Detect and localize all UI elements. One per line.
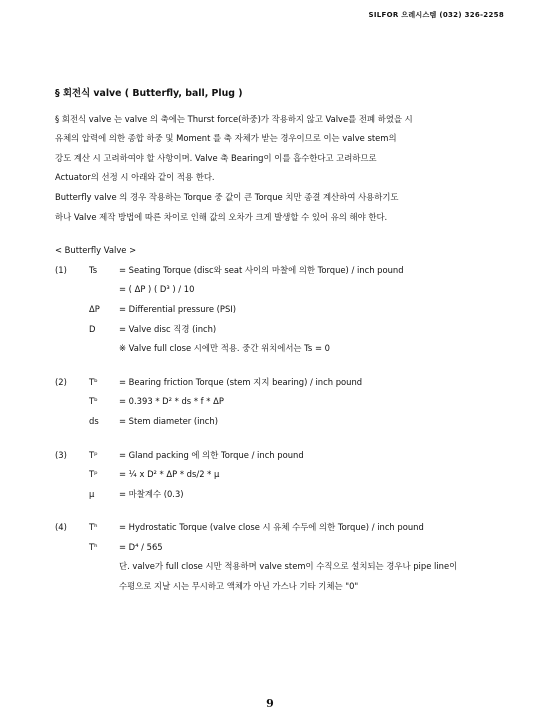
formula-row [55,412,515,432]
formula-row [55,518,515,538]
item-text: = Bearing friction Torque (stem 지지 bearing) / inch pound [119,376,363,387]
item-text: = Stem diameter (inch) [119,415,218,426]
intro-line: § 회전식 valve 는 valve 의 축에는 Thurst force(하중)가 작용하지 않고 Valve를 전폐 하였을 시 [55,113,413,124]
item-number [55,557,89,577]
intro-line: Actuator의 선정 시 아래와 같이 적용 한다. [55,172,215,183]
item-symbol [89,280,119,300]
formula-row [55,280,515,300]
item-text: = Seating Torque (disc와 seat 사이의 마찰에 의한 Torque) / inch pound [119,264,404,275]
item-number [55,412,89,432]
formula-row [55,339,515,359]
item-symbol [89,557,119,577]
item-symbol: Tᵇ [89,376,98,387]
item-text: = 0.393 * D² * ds * f * ΔP [119,396,224,407]
formula-row [55,392,515,412]
item-symbol: Ts [89,264,98,275]
spacer [55,227,515,241]
item-number [55,320,89,340]
item-symbol: Tᵖ [89,469,98,480]
item-number: (1) [55,264,67,275]
item-text: = Gland packing 에 의한 Torque / inch pound [119,449,304,460]
item-symbol: Tʰ [89,541,98,552]
item-number [55,538,89,558]
item-symbol [89,339,119,359]
formula-row [55,446,515,466]
item-text: = Valve disc 직경 (inch) [119,323,217,334]
item-number: (3) [55,449,67,460]
item-number [55,577,89,597]
item-text: = ( ΔP ) ( D³ ) / 10 [119,284,195,295]
formula-row [55,300,515,320]
formula-list [55,261,515,597]
formula-row [55,485,515,505]
formula-row [55,320,515,340]
page-number: 9 [266,697,274,710]
item-number [55,392,89,412]
spacer [55,359,515,373]
item-symbol: ds [89,415,99,426]
intro-paragraph [55,110,515,228]
section-title: § 회전식 valve ( Butterfly, ball, Plug ) [55,88,243,99]
page-header: SILFOR 으레시스템 (032) 326-2258 [368,11,504,19]
item-number: (4) [55,522,67,533]
item-number [55,339,89,359]
butterfly-valve-heading: < Butterfly Valve > [55,245,137,256]
spacer [55,504,515,518]
item-number [55,465,89,485]
document-body [55,84,515,597]
item-symbol: D [89,323,96,334]
item-text: = ¼ x D² * ΔP * ds/2 * μ [119,469,220,480]
item-symbol [89,577,119,597]
item-number [55,485,89,505]
item-text: ※ Valve full close 시에만 적용. 중간 위치에서는 Ts = 0 [119,343,330,354]
formula-row [55,465,515,485]
formula-row [55,577,515,597]
intro-line: 유체의 압력에 의한 종합 하중 및 Moment 를 축 자체가 받는 경우이므로 이는 valve stem의 [55,133,397,144]
intro-line: Butterfly valve 의 경우 작용하는 Torque 중 값이 큰 Torque 치만 종결 계산하여 사용하기도 [55,191,399,202]
item-text: 단. valve가 full close 시만 적용하며 valve stem이 수직으로 설치되는 경우나 pipe line이 [119,561,458,572]
intro-line: 하나 Valve 제작 방법에 따른 차이로 인해 값의 오차가 크게 발생할 수 있어 유의 해야 한다. [55,211,388,222]
item-symbol: ΔP [89,303,100,314]
item-text: = Hydrostatic Torque (valve close 시 유체 수두에 의한 Torque) / inch pound [119,522,424,533]
formula-row [55,373,515,393]
spacer [55,432,515,446]
item-text: = 마찰계수 (0.3) [119,488,184,499]
formula-row [55,538,515,558]
item-symbol: Tᵖ [89,449,98,460]
item-number: (2) [55,376,67,387]
intro-line: 강도 계산 시 고려하여야 할 사항이며. Valve 축 Bearing이 이를 흡수한다고 고려하므로 [55,152,377,163]
item-text: = D⁴ / 565 [119,541,163,552]
item-text: 수평으로 지날 시는 무시하고 액체가 아닌 가스나 기타 기체는 "0" [119,581,359,592]
item-symbol: μ [89,488,95,499]
formula-row [55,261,515,281]
item-symbol: Tᵇ [89,396,98,407]
formula-row [55,557,515,577]
item-symbol: Tʰ [89,522,98,533]
item-number [55,280,89,300]
item-text: = Differential pressure (PSI) [119,303,237,314]
item-number [55,300,89,320]
